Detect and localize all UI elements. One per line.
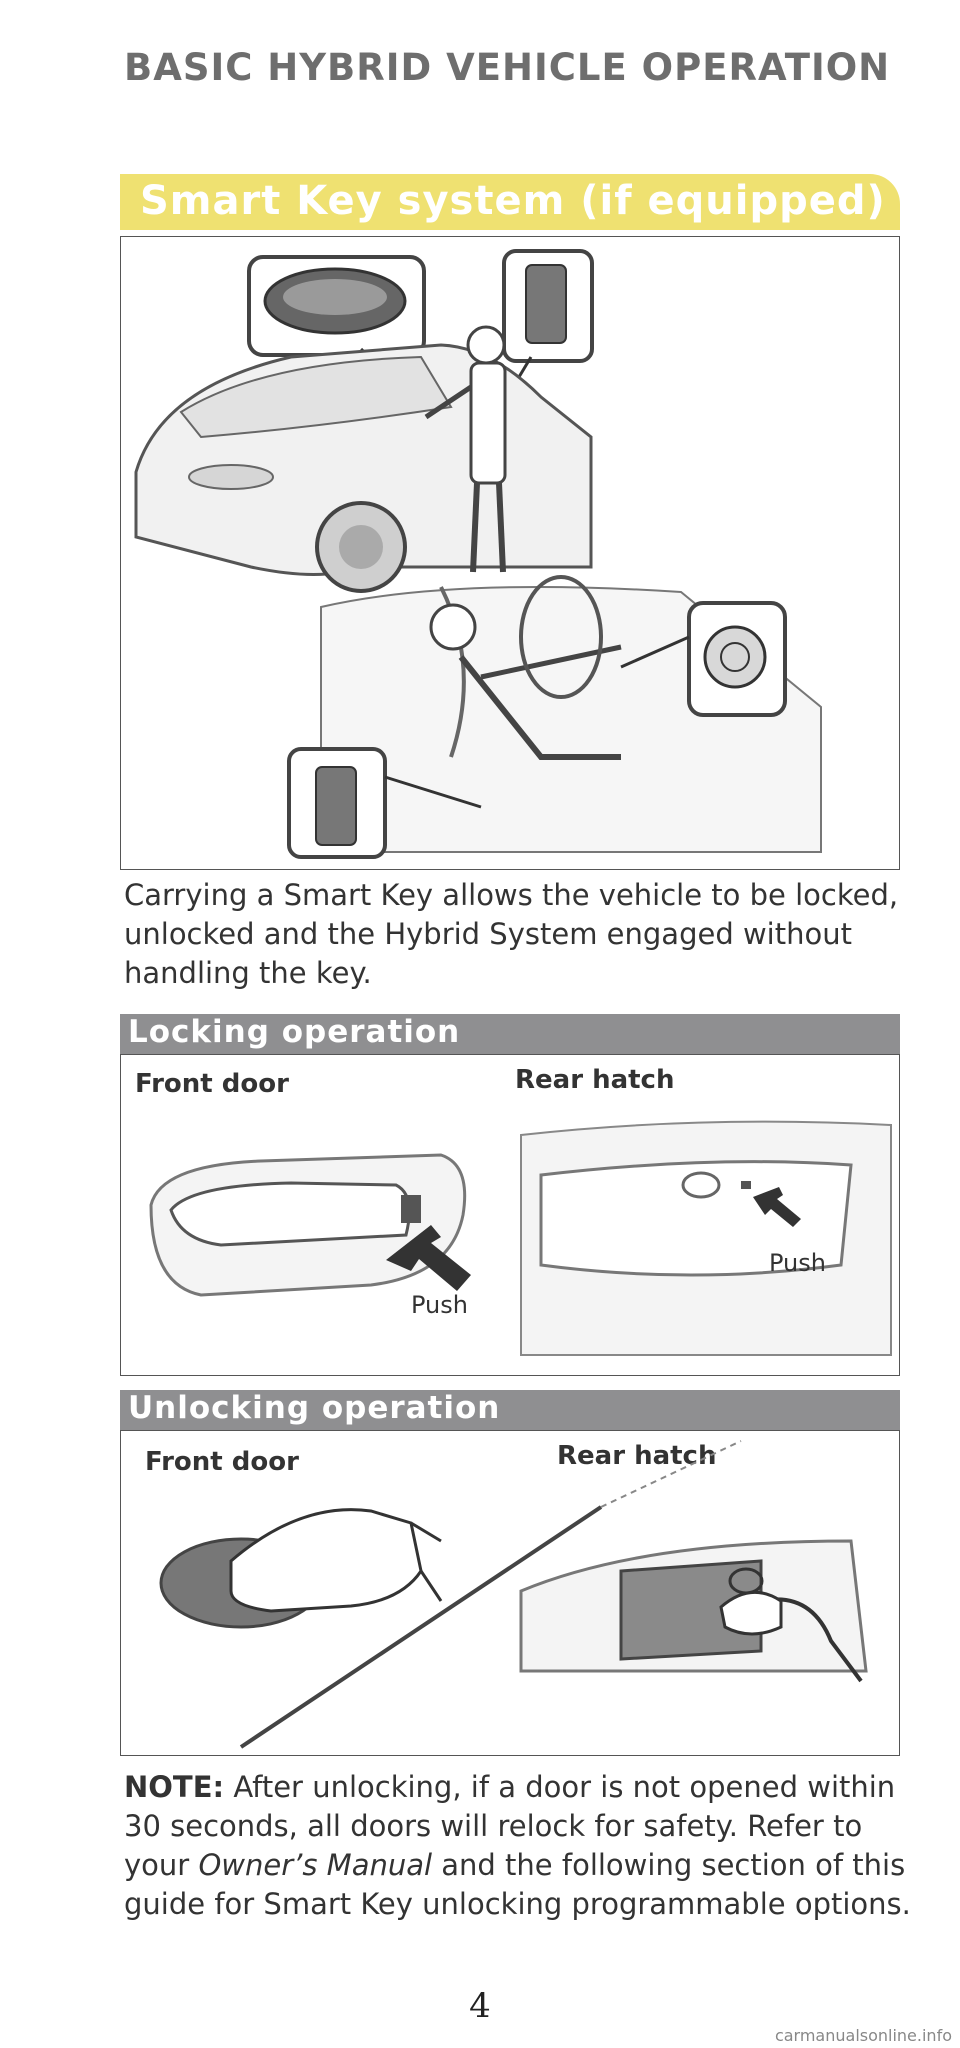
locking-bar [120, 1014, 900, 1054]
note-text-2: and the following section of this guide for Smart Key unlocking programmable options. [124, 1848, 911, 1921]
locking-title: Locking operation [128, 1014, 461, 1050]
locking-front-label: Front door [135, 1069, 289, 1099]
watermark: carmanualsonline.info [774, 2026, 952, 2045]
note-label: NOTE: [124, 1770, 225, 1804]
note-text-1: After unlocking, if a door is not opened within 30 seconds, all doors will relock for safety. Refer to your [124, 1770, 896, 1882]
locking-rear-push-label: Push [769, 1249, 826, 1277]
unlocking-panel [120, 1430, 900, 1756]
owners-manual-title: Owner’s Manual [198, 1848, 433, 1882]
section-title: Smart Key system (if equipped) [140, 178, 886, 224]
page-number: 4 [469, 1986, 491, 2026]
intro-paragraph: Carrying a Smart Key allows the vehicle to be locked, unlocked and the Hybrid System engaged without handling the key. [124, 878, 899, 990]
locking-rear-label: Rear hatch [515, 1065, 675, 1095]
locking-panel [120, 1054, 900, 1376]
smart-key-illustration-drawing [121, 237, 901, 871]
page-header: BASIC HYBRID VEHICLE OPERATION [124, 46, 891, 89]
hand-icon [231, 1510, 421, 1611]
smart-key-illustration [120, 236, 900, 870]
rear-hatch-drawing [521, 1115, 891, 1365]
locking-front-push-label: Push [411, 1291, 468, 1319]
unlocking-drawing [121, 1431, 901, 1757]
unlocking-bar [120, 1390, 900, 1430]
unlocking-rear-label: Rear hatch [557, 1441, 717, 1471]
unlocking-front-label: Front door [145, 1447, 299, 1477]
unlocking-title: Unlocking operation [128, 1390, 501, 1426]
note-paragraph [124, 1768, 924, 1924]
